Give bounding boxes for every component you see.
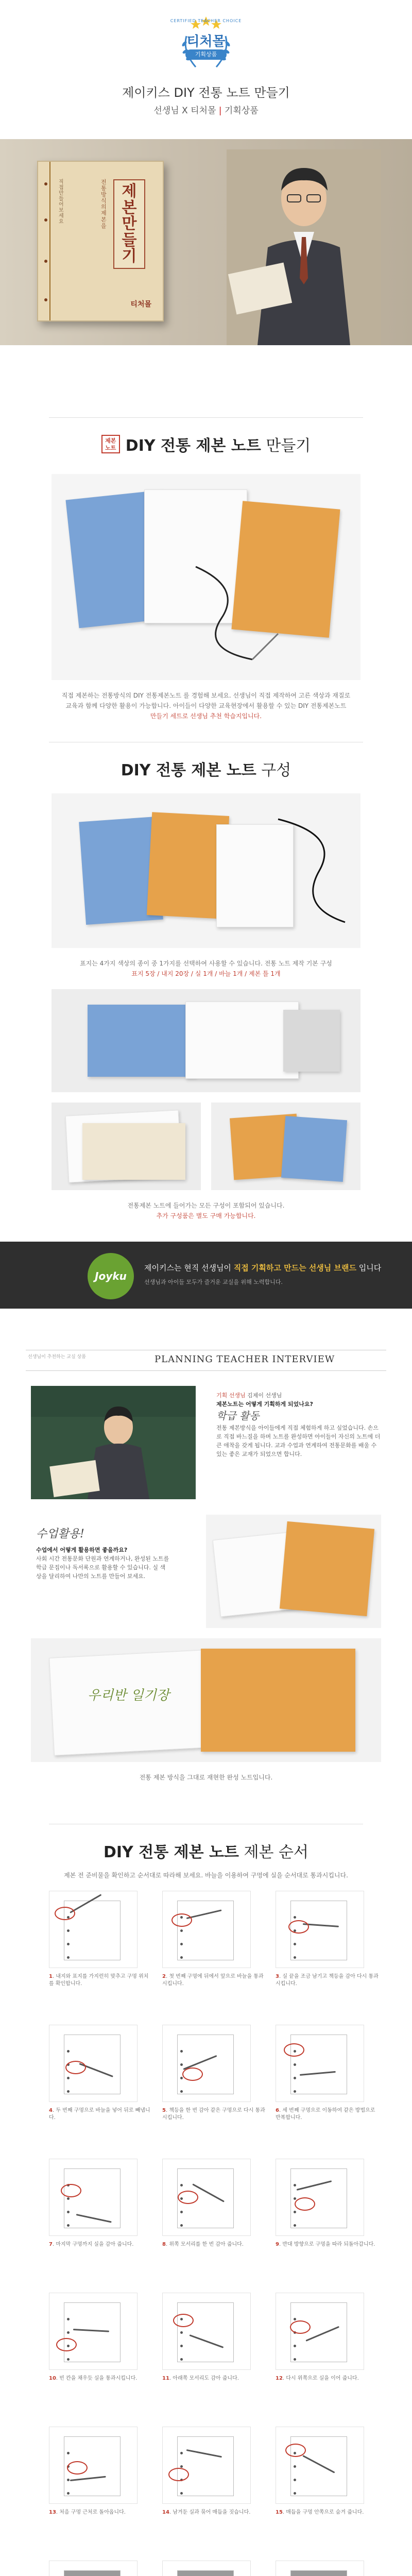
step-separator: . (279, 2242, 283, 2247)
step-number: 1 (49, 1974, 53, 1979)
step-description (49, 2509, 152, 2516)
section-heading-steps (0, 1839, 412, 1862)
binding-hole (180, 2224, 183, 2227)
step-description (162, 2375, 265, 2382)
section-mark: 제본 노트 (101, 435, 120, 453)
binding-hole (294, 2063, 296, 2066)
step-separator: . (282, 2510, 286, 2515)
step-number: 8 (162, 2242, 166, 2247)
thread-loop-icon (173, 2314, 194, 2327)
step-illustration (162, 2427, 251, 2504)
binding-hole (294, 2345, 296, 2347)
step-description (162, 2509, 265, 2516)
binding-hole (180, 2345, 183, 2347)
binding-hole (44, 260, 47, 263)
section-title-main: DIY 전통 제본 노트 (103, 1843, 239, 1861)
step-separator: . (169, 2376, 173, 2381)
binding-hole (294, 2211, 296, 2213)
section-title-suffix: 만들기 (261, 437, 311, 455)
section-title-suffix: 제본 순서 (239, 1843, 308, 1861)
product-subtitle (0, 103, 412, 116)
step-separator: . (165, 2242, 169, 2247)
step-separator: . (279, 1974, 283, 1979)
step-illustration (162, 2561, 251, 2576)
step-number: 2 (162, 1974, 166, 1979)
step-illustration (49, 2427, 138, 2504)
step-separator: . (56, 2376, 60, 2381)
brand-badge: 기획상품 (185, 49, 227, 60)
notebook-photo-1 (206, 1515, 381, 1628)
binding-hole (180, 1929, 183, 1932)
interviewee-name: 김제이 선생님 (247, 1392, 282, 1399)
thread-icon (268, 814, 350, 927)
notebook-sheet (64, 2570, 121, 2576)
interview-question: 제본노트는 어떻게 기획하게 되었나요? (216, 1401, 313, 1408)
step-text: 마지막 구멍까지 실을 감아 줍니다. (56, 2242, 134, 2247)
notebook-sheet (290, 2570, 347, 2576)
step-illustration (49, 2159, 138, 2236)
composition-note (0, 1200, 412, 1221)
brand-logo: Joyku (88, 1253, 134, 1299)
thread-and-needle-icon (180, 556, 283, 670)
notebook-sheet (177, 2570, 234, 2576)
step-separator: . (52, 2242, 56, 2247)
thread-loop-icon (55, 1907, 75, 1920)
binding-hole (294, 2184, 296, 2187)
step-illustration (276, 2427, 364, 2504)
composition-photo-2 (52, 989, 360, 1092)
caption-line: 추가 구성품은 별도 구매 가능합니다. (156, 1212, 256, 1219)
thread-loop-icon (295, 2197, 315, 2211)
step-description (49, 2107, 152, 2122)
step-separator: . (169, 2510, 173, 2515)
step-number: 5 (162, 2108, 166, 2113)
binding-hole (294, 2197, 296, 2200)
binding-hole (67, 1956, 70, 1959)
binding-hole (44, 182, 47, 185)
step-separator: . (52, 2108, 56, 2113)
subtitle-type: 기획상품 (224, 106, 259, 116)
banner-text: 제이키스는 현직 선생님이 (144, 1263, 234, 1273)
step-illustration (49, 2025, 138, 2102)
product-photo-set (52, 474, 360, 680)
section-heading-make (0, 433, 412, 455)
header (0, 0, 412, 129)
notebook-cover-orange (280, 1521, 374, 1616)
banner-text: 입니다 (356, 1263, 382, 1273)
binding-hole (294, 1943, 296, 1945)
section-caption (0, 690, 412, 721)
step-number: 9 (276, 2242, 279, 2247)
binding-hole (67, 2090, 70, 2093)
thread-loop-icon (65, 2061, 86, 2074)
caption-line: 전통제본 노트에 들어가는 모든 구성이 포함되어 있습니다. (127, 1202, 285, 1209)
composition-photo-4 (211, 1103, 360, 1190)
step-illustration (276, 2025, 364, 2102)
step-number: 13 (49, 2510, 56, 2515)
caption-line: 직접 제본하는 전통방식의 DIY 전통제본노트 를 경험해 보세요. 선생님이 직접 제작하여 고른 색상과 재질로 (61, 692, 351, 699)
step-separator: . (282, 2376, 286, 2381)
binding-hole (67, 2211, 70, 2213)
teacher-photo (227, 149, 381, 345)
interview-answer: 사회 시간 전통문화 단원과 연계하거나, 완성된 노트를 학급 문집이나 독서록으로 활용할 수 있습니다. 실 색상을 달리하여 나만의 노트를 만들어 보세요. (36, 1555, 169, 1580)
section-title (126, 433, 311, 455)
banner-highlight: 직접 기획하고 만드는 선생님 브랜드 (233, 1263, 356, 1273)
teacher-classroom-photo (31, 1386, 196, 1499)
step-illustration (49, 1891, 138, 1968)
section-title (104, 1839, 308, 1862)
thread-loop-icon (290, 2320, 311, 2334)
product-title: 제이키스 DIY 전통 노트 만들기 (122, 86, 290, 100)
section-title-main: DIY 전통 제본 노트 (121, 761, 256, 779)
binding-hole (67, 2077, 70, 2079)
section-title-main: DIY 전통 제본 노트 (125, 437, 261, 455)
step-description (162, 2241, 265, 2248)
binding-hole (294, 2465, 296, 2468)
step-text: 책등을 한 번 감아 같은 구멍으로 다시 통과시킵니다. (162, 2108, 265, 2121)
thread-loop-icon (288, 1920, 309, 1934)
binding-hole (67, 2479, 70, 2481)
interview-tagline: 선생님이 추천하는 교실 상품 (28, 1354, 86, 1360)
binding-hole (67, 2224, 70, 2227)
step-description (49, 2241, 152, 2248)
step-separator: . (165, 2108, 169, 2113)
thread-loop-icon (284, 2043, 304, 2057)
notebook-sheet (177, 1901, 234, 1960)
binding-hole (67, 1943, 70, 1945)
binding-hole (294, 2492, 296, 2495)
step-text: 실 끝을 조금 남기고 책등을 감아 다시 통과시킵니다. (276, 1974, 379, 1987)
step-separator: . (165, 1974, 169, 1979)
book-cover-subtitle: 전통방식의 제본을 (101, 179, 107, 229)
step-separator: . (56, 2510, 60, 2515)
binding-hole (180, 2492, 183, 2495)
handwritten-note: 수업활용! (36, 1528, 84, 1540)
thread-loop-icon (178, 2191, 198, 2204)
binding-hole (294, 2090, 296, 2093)
composition-caption (0, 958, 412, 979)
step-text: 다시 위쪽으로 실을 이어 줍니다. (286, 2376, 359, 2381)
step-illustration (276, 2561, 364, 2576)
step-text: 반대 방향으로 구멍을 따라 되돌아갑니다. (282, 2242, 375, 2247)
step-illustration (162, 2025, 251, 2102)
hero-image (0, 139, 412, 345)
banner-subline: 선생님과 아이들 모두가 즐거운 교실을 위해 노력합니다. (144, 1279, 283, 1285)
step-number: 6 (276, 2108, 279, 2113)
step-description (49, 1973, 152, 1988)
steps-intro: 제본 전 준비물을 확인하고 순서대로 따라해 보세요. 바늘을 이용하여 구멍에 실을 순서대로 통과시킵니다. (64, 1872, 348, 1879)
thread-loop-icon (56, 2338, 77, 2351)
step-text: 빈 칸을 채우듯 실을 통과시킵니다. (59, 2376, 138, 2381)
banner-headline (144, 1262, 381, 1273)
step-illustration (49, 2561, 138, 2576)
binding-hole (180, 1956, 183, 1959)
step-text: 위쪽 모서리를 한 번 감아 줍니다. (169, 2242, 244, 2247)
interviewee-label: 기획 선생님 (216, 1392, 246, 1399)
step-illustration (162, 2293, 251, 2370)
cover-sheet-grey (283, 1010, 340, 1072)
notebook-sheet (290, 2035, 347, 2094)
interview-title: PLANNING TEACHER INTERVIEW (154, 1354, 335, 1365)
step-number: 11 (162, 2376, 169, 2381)
subtitle-divider: | (218, 106, 225, 116)
hero-book-cover (37, 161, 164, 321)
book-brand-mark: 티처몰 (130, 300, 151, 309)
step-text: 내지와 표지를 가지런히 맞추고 구멍 위치를 확인합니다. (49, 1974, 149, 1987)
step-text: 남겨둔 실과 묶어 매듭을 짓습니다. (173, 2510, 251, 2515)
section-divider (49, 417, 363, 418)
notebook-sheet (64, 2168, 121, 2228)
interview-question: 수업에서 어떻게 활용하면 좋을까요? (36, 1547, 128, 1553)
handwritten-note: 학급 활동 (216, 1410, 260, 1422)
step-separator: . (279, 2108, 283, 2113)
binding-hole (294, 1956, 296, 1959)
binding-hole (294, 1916, 296, 1919)
binding-hole (44, 298, 47, 301)
binding-hole (67, 2050, 70, 2053)
binding-hole (180, 2063, 183, 2066)
handwritten-note: 우리반 일기장 (88, 1688, 169, 1703)
step-description (162, 1973, 265, 1988)
step-text: 두 번째 구멍으로 바늘을 넣어 뒤로 빼냅니다. (49, 2108, 150, 2121)
binding-hole (67, 2358, 70, 2361)
inner-sheet-beige (82, 1123, 185, 1180)
step-separator: . (52, 1974, 56, 1979)
step-number: 12 (276, 2376, 283, 2381)
binding-hole (180, 2331, 183, 2334)
notebook-cover-orange (201, 1649, 355, 1752)
thread-loop-icon (67, 2461, 88, 2475)
composition-photo-3 (52, 1103, 201, 1190)
step-description (162, 2107, 265, 2122)
binding-hole (294, 2479, 296, 2481)
binding-hole (67, 2197, 70, 2200)
step-description (276, 2241, 379, 2248)
step-description (276, 2509, 379, 2516)
composition-photo-1 (52, 793, 360, 948)
caption-line: 표지는 4가지 색상의 종이 중 1가지를 선택하여 사용할 수 있습니다. 전통 노트 제작 기본 구성 (80, 960, 332, 967)
step-description (276, 2107, 379, 2122)
step-text: 처음 구멍 근처로 돌아옵니다. (59, 2510, 126, 2515)
book-cover-title: 제본만들기 (113, 179, 145, 269)
binding-hole (67, 2318, 70, 2320)
cover-sheet-blue (281, 1116, 347, 1182)
inner-sheet (185, 1002, 299, 1079)
cover-sheet-blue (88, 1005, 196, 1077)
step-description (276, 1973, 379, 1988)
step-number: 14 (162, 2510, 169, 2515)
step-illustration (276, 2293, 364, 2370)
step-description (49, 2375, 152, 2382)
binding-hole (294, 2224, 296, 2227)
binding-hole (294, 2318, 296, 2320)
binding-hole (180, 2452, 183, 2454)
interview-answer-2 (36, 1546, 170, 1581)
notebook-sheet (177, 2436, 234, 2496)
binding-hole (180, 2184, 183, 2187)
notebook-sheet (64, 2302, 121, 2362)
step-illustration (162, 1891, 251, 1968)
step-text: 첫 번째 구멍에 뒤에서 앞으로 바늘을 통과시킵니다. (162, 1974, 264, 1987)
binding-hole (67, 2452, 70, 2454)
book-binding (41, 162, 50, 320)
step-number: 15 (276, 2510, 283, 2515)
section-title-suffix: 구성 (256, 761, 291, 779)
binding-hole (180, 2077, 183, 2079)
interview-photo-caption: 전통 제본 방식을 그대로 재현한 완성 노트입니다. (139, 1774, 273, 1781)
caption-line: 교육과 함께 다양한 활용이 가능합니다. 아이들이 다양한 교육현장에서 활용할 수 있는 DIY 전통제본노트 (65, 702, 347, 709)
binding-hole (67, 2492, 70, 2495)
notebook-sheet (177, 2302, 234, 2362)
binding-hole (44, 218, 47, 222)
binding-hole (67, 2331, 70, 2334)
step-illustration (276, 1891, 364, 1968)
section-title (121, 757, 291, 780)
step-number: 10 (49, 2376, 56, 2381)
step-number: 3 (276, 1974, 279, 1979)
brand-banner (0, 1242, 412, 1309)
step-illustration (49, 2293, 138, 2370)
step-text: 세 번째 구멍으로 이동하여 같은 방법으로 반복합니다. (276, 2108, 375, 2121)
step-illustration (276, 2159, 364, 2236)
step-number: 4 (49, 2108, 53, 2113)
caption-line: 표지 5장 / 내지 20장 / 실 1개 / 바늘 1개 / 제본 틀 1개 (131, 970, 281, 977)
heading-rule (26, 1370, 386, 1371)
notebook-photo-2 (31, 1638, 381, 1762)
step-text: 아래쪽 모서리도 감아 줍니다. (173, 2376, 239, 2381)
binding-hole (67, 1929, 70, 1932)
binding-hole (180, 2358, 183, 2361)
binding-hole (294, 2358, 296, 2361)
thread-loop-icon (285, 2444, 306, 2457)
step-illustration (162, 2159, 251, 2236)
subtitle-collab: 선생님 X 티처몰 (153, 106, 216, 116)
interviewee (216, 1391, 381, 1400)
step-number: 7 (49, 2242, 53, 2247)
step-description (276, 2375, 379, 2382)
binding-hole (180, 1943, 183, 1945)
caption-line: 만들기 세트로 선생님 추천 학습지입니다. (150, 713, 262, 720)
binding-hole (180, 2090, 183, 2093)
thread-loop-icon (182, 2067, 203, 2081)
notebook-sheet (177, 2035, 234, 2094)
brand-name: 티처몰 (186, 34, 226, 49)
section-heading-composition (0, 757, 412, 780)
binding-hole (180, 2211, 183, 2213)
thread-loop-icon (61, 2184, 81, 2197)
binding-hole (180, 2050, 183, 2053)
thread-loop-icon (168, 2468, 189, 2481)
binding-hole (294, 2077, 296, 2079)
brand-tagline: CERTIFIED TEACHER CHOICE (170, 19, 242, 23)
book-cover-subtitle-2: 직접 만들어보세요 (59, 179, 64, 225)
step-text: 매듭을 구멍 안쪽으로 숨겨 줍니다. (286, 2510, 364, 2515)
interview-answer-1 (216, 1391, 381, 1459)
thread-loop-icon (171, 1913, 192, 1927)
interview-answer: 전통 제본방식을 아이들에게 직접 체험하게 하고 싶었습니다. 손으로 직접 바느질을 하며 노트를 완성하면 아이들이 자신의 노트에 더 큰 애착을 갖게 됩니다. 교과 수업과 연계하여 전통문화를 배울 수 있는 좋은 교재가 되었으면 합니다. (216, 1425, 381, 1458)
